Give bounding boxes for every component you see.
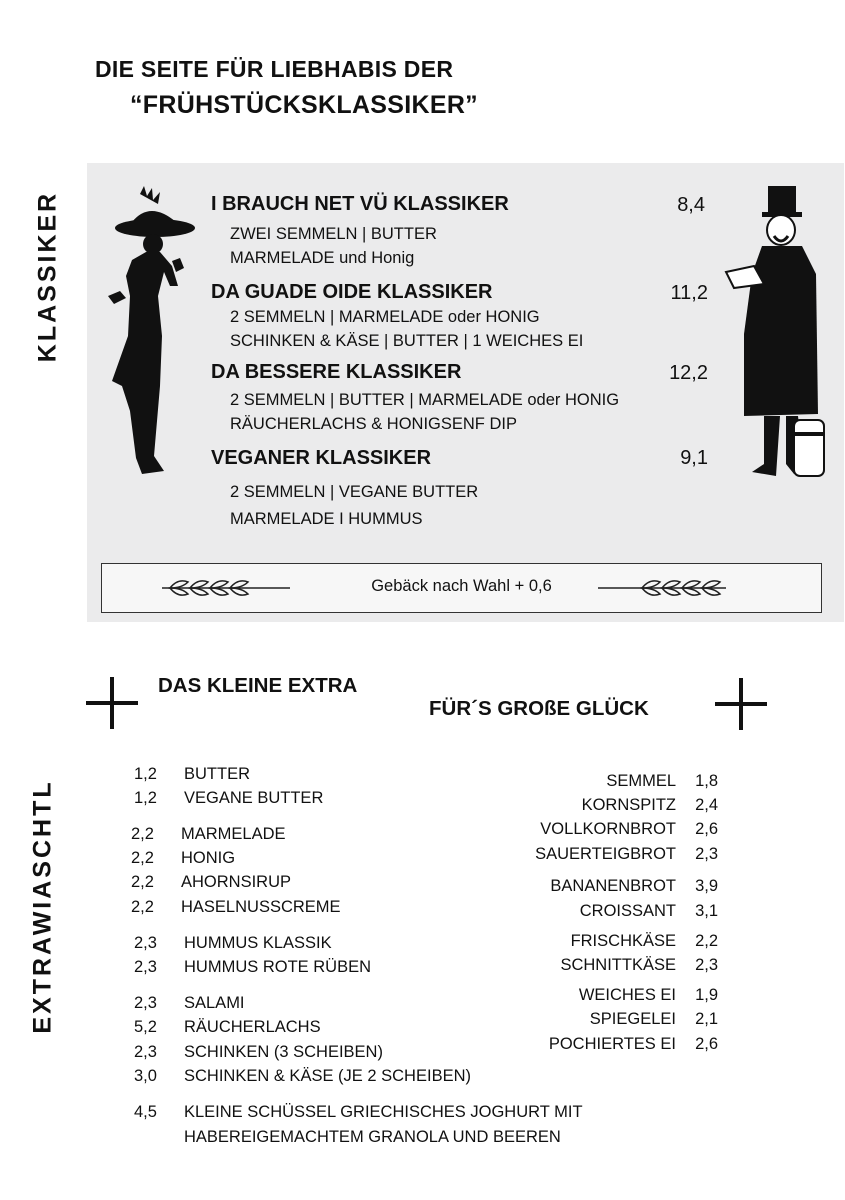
klassiker-4-desc-2: MARMELADE I HUMMUS xyxy=(230,510,423,528)
extra-price: 1,2 xyxy=(134,765,157,783)
extra-name: SAUERTEIGBROT xyxy=(535,845,676,863)
extra-name: SEMMEL xyxy=(606,772,676,790)
extra-name: SCHINKEN & KÄSE (JE 2 SCHEIBEN) xyxy=(184,1067,471,1085)
extra-item xyxy=(582,796,718,815)
extra-item-continued: HABEREIGEMACHTEM GRANOLA UND BEEREN xyxy=(184,1128,561,1146)
extra-name: VOLLKORNBROT xyxy=(540,820,676,838)
extra-item xyxy=(579,986,718,1005)
extra-name: FRISCHKÄSE xyxy=(570,932,676,950)
extra-item xyxy=(134,765,250,784)
extra-price: 3,9 xyxy=(695,877,718,895)
extra-price: 2,3 xyxy=(695,956,718,974)
extra-price: 5,2 xyxy=(134,1018,157,1036)
klassiker-3-price: 12,2 xyxy=(669,362,708,384)
extra-name: SPIEGELEI xyxy=(589,1010,676,1028)
plus-icon xyxy=(86,677,138,729)
extra-item xyxy=(131,825,286,844)
extra-name: SALAMI xyxy=(184,994,245,1012)
extra-item xyxy=(606,772,718,791)
extra-price: 2,2 xyxy=(131,825,154,843)
extra-item xyxy=(590,1010,718,1029)
extra-price: 2,2 xyxy=(695,932,718,950)
klassiker-2-desc-1: 2 SEMMELN | MARMELADE oder HONIG xyxy=(230,308,540,326)
extra-item xyxy=(134,958,371,977)
extra-price: 1,2 xyxy=(134,789,157,807)
klassiker-4-price: 9,1 xyxy=(680,447,708,469)
extras-title-right: FÜR´S GROßE GLÜCK xyxy=(429,697,649,720)
klassiker-1-desc-2: MARMELADE und Honig xyxy=(230,249,415,267)
extra-item xyxy=(571,932,718,951)
woman-silhouette-icon xyxy=(100,186,200,486)
extra-name: RÄUCHERLACHS xyxy=(184,1018,321,1036)
extra-price: 2,3 xyxy=(134,994,157,1012)
extra-item xyxy=(134,1103,583,1122)
page-title-line2: “FRÜHSTÜCKSKLASSIKER” xyxy=(130,91,478,119)
extra-name: KLEINE SCHÜSSEL GRIECHISCHES JOGHURT MIT xyxy=(184,1103,583,1121)
klassiker-4-title: VEGANER KLASSIKER xyxy=(211,447,432,469)
extra-price: 2,2 xyxy=(131,898,154,916)
extra-item xyxy=(134,1043,383,1062)
klassiker-1-desc-1: ZWEI SEMMELN | BUTTER xyxy=(230,225,437,243)
extra-item xyxy=(550,877,718,896)
extra-price: 1,9 xyxy=(695,986,718,1004)
extra-item xyxy=(134,1067,471,1086)
section-label-extrawiaschtl: EXTRAWIASCHTL xyxy=(28,779,57,1034)
extra-price: 2,2 xyxy=(131,873,154,891)
extra-price: 2,3 xyxy=(134,1043,157,1061)
klassiker-3-desc-2: RÄUCHERLACHS & HONIGSENF DIP xyxy=(230,415,517,433)
extra-price: 1,8 xyxy=(695,772,718,790)
klassiker-1-price: 8,4 xyxy=(677,194,705,216)
extra-name: SCHINKEN (3 SCHEIBEN) xyxy=(184,1043,383,1061)
extra-name: SCHNITTKÄSE xyxy=(560,956,676,974)
extra-name: POCHIERTES EI xyxy=(548,1035,676,1053)
klassiker-2-price: 11,2 xyxy=(670,282,708,304)
section-label-klassiker: KLASSIKER xyxy=(33,190,62,363)
extra-name: CROISSANT xyxy=(579,902,676,920)
extra-item xyxy=(540,820,718,839)
extra-price: 2,3 xyxy=(695,845,718,863)
extra-price: 2,4 xyxy=(695,796,718,814)
extra-item xyxy=(134,1018,321,1037)
extra-price: 2,6 xyxy=(695,1035,718,1053)
extra-item xyxy=(134,789,323,808)
extra-name: HONIG xyxy=(181,849,236,867)
wheat-ear-icon xyxy=(598,576,728,600)
klassiker-3-desc-1: 2 SEMMELN | BUTTER | MARMELADE oder HONIG xyxy=(230,391,620,409)
extra-name: VEGANE BUTTER xyxy=(184,789,324,807)
extra-price: 2,2 xyxy=(131,849,154,867)
extra-name: AHORNSIRUP xyxy=(181,873,292,891)
extra-name: HASELNUSSCREME xyxy=(181,898,341,916)
extra-item xyxy=(580,902,718,921)
klassiker-2-title: DA GUADE OIDE KLASSIKER xyxy=(211,281,493,303)
klassiker-4-desc-1: 2 SEMMELN | VEGANE BUTTER xyxy=(230,483,479,501)
extra-price: 3,0 xyxy=(134,1067,157,1085)
extra-name: MARMELADE xyxy=(181,825,286,843)
extra-name: HUMMUS ROTE RÜBEN xyxy=(184,958,372,976)
extra-name: HUMMUS KLASSIK xyxy=(184,934,332,952)
extra-item xyxy=(131,898,341,917)
gebaeck-note-box xyxy=(101,563,822,613)
klassiker-3-title: DA BESSERE KLASSIKER xyxy=(211,361,462,383)
extra-price: 2,3 xyxy=(134,958,157,976)
extra-item xyxy=(131,873,291,892)
extra-price: 2,3 xyxy=(134,934,157,952)
klassiker-1-title: I BRAUCH NET VÜ KLASSIKER xyxy=(211,193,509,215)
klassiker-2-desc-2: SCHINKEN & KÄSE | BUTTER | 1 WEICHES EI xyxy=(230,332,584,350)
extra-item xyxy=(134,934,332,953)
extra-price: 3,1 xyxy=(695,902,718,920)
extra-price: 2,6 xyxy=(695,820,718,838)
extra-name: BUTTER xyxy=(184,765,250,783)
extra-name: BANANENBROT xyxy=(550,877,676,895)
extra-item xyxy=(131,849,235,868)
man-with-tophat-icon xyxy=(724,184,834,484)
page-title-line1: DIE SEITE FÜR LIEBHABIS DER xyxy=(95,56,454,82)
extra-name: WEICHES EI xyxy=(578,986,676,1004)
gebaeck-note-text: Gebäck nach Wahl + 0,6 xyxy=(371,577,552,595)
plus-icon xyxy=(715,678,767,730)
extra-price: 2,1 xyxy=(695,1010,718,1028)
extra-item xyxy=(560,956,718,975)
extra-item xyxy=(549,1035,718,1054)
extras-title-left: DAS KLEINE EXTRA xyxy=(158,674,358,697)
extra-price: 4,5 xyxy=(134,1103,157,1121)
extra-item xyxy=(134,994,245,1013)
extra-item xyxy=(535,845,718,864)
extra-name: KORNSPITZ xyxy=(581,796,676,814)
